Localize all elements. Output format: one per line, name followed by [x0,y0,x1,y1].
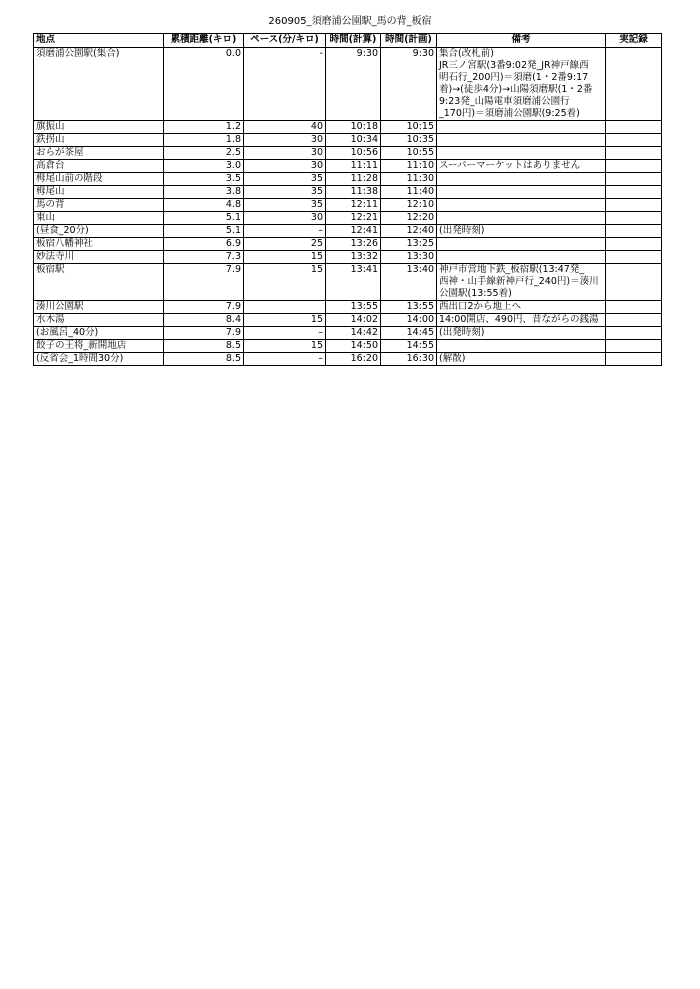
cell-note [437,238,606,251]
cell-record [606,186,662,199]
cell-time-plan: 12:10 [381,199,437,212]
cell-note [437,327,606,340]
note-line: 着)→(徒歩4分)→山陽須磨駅(1・2番 [439,84,593,95]
cell-record [606,314,662,327]
cell-time-calc: 11:11 [326,160,381,173]
note-line: 14:00開店、490円、昔ながらの銭湯 [439,314,599,325]
cell-pace: 30 [244,147,326,160]
cell-time-plan: 10:35 [381,134,437,147]
cell-pace: 35 [244,186,326,199]
cell-distance: 0.0 [164,48,244,121]
table-row [34,121,662,134]
cell-distance: 5.1 [164,212,244,225]
note-line: 西神・山手線新神戸行_240円)＝湊川 [439,276,599,287]
cell-distance: 7.9 [164,264,244,301]
cell-time-plan: 13:25 [381,238,437,251]
cell-point: (お風呂_40分) [34,327,164,340]
cell-point: 鉄拐山 [34,134,164,147]
cell-time-plan: 12:40 [381,225,437,238]
cell-pace: 35 [244,173,326,186]
cell-point: 板宿駅 [34,264,164,301]
cell-pace: - [244,48,326,121]
cell-time-plan: 11:30 [381,173,437,186]
cell-point: 餃子の王将_新開地店 [34,340,164,353]
cell-point: 旗振山 [34,121,164,134]
cell-time-calc: 11:38 [326,186,381,199]
cell-point: (反省会_1時間30分) [34,353,164,366]
cell-distance: 8.4 [164,314,244,327]
cell-note [437,121,606,134]
cell-pace: 25 [244,238,326,251]
table-row [34,327,662,340]
cell-record [606,353,662,366]
cell-pace: 40 [244,121,326,134]
table-row [34,160,662,173]
cell-note [437,134,606,147]
header-time-calc: 時間(計算) [326,34,381,48]
note-line: (出発時刻) [439,225,485,236]
cell-record [606,251,662,264]
cell-time-calc: 16:20 [326,353,381,366]
cell-distance: 4.8 [164,199,244,212]
cell-time-plan: 9:30 [381,48,437,121]
sheet-title: 260905_須磨浦公園駅_馬の背_板宿 [268,16,432,27]
cell-note [437,173,606,186]
cell-time-calc: 14:50 [326,340,381,353]
cell-record [606,340,662,353]
note-line: スーパーマーケットはありません [439,160,581,171]
cell-time-calc: 14:42 [326,327,381,340]
cell-distance: 3.8 [164,186,244,199]
table-row [34,134,662,147]
header-pace: ペース(分/キロ) [244,34,326,48]
cell-time-plan: 13:55 [381,301,437,314]
table-row [34,301,662,314]
note-line: 集合(改札前) [439,48,494,59]
cell-point: 板宿八幡神社 [34,238,164,251]
table-row [34,314,662,327]
cell-note [437,301,606,314]
cell-pace: – [244,327,326,340]
note-line: 公園駅(13:55着) [439,288,512,299]
cell-time-calc: 14:02 [326,314,381,327]
cell-record [606,121,662,134]
header-record: 実記録 [606,34,662,48]
cell-time-plan: 11:10 [381,160,437,173]
cell-time-calc: 13:32 [326,251,381,264]
cell-note [437,251,606,264]
note-line: 西出口2から地上へ [439,301,522,312]
note-line: 神戸市営地下鉄_板宿駅(13:47発_ [439,264,585,275]
cell-time-calc: 12:21 [326,212,381,225]
table-row [34,353,662,366]
cell-pace: 30 [244,134,326,147]
cell-record [606,173,662,186]
cell-record [606,147,662,160]
note-line: (解散) [439,353,466,364]
cell-time-calc: 12:41 [326,225,381,238]
cell-pace: 15 [244,314,326,327]
cell-note [437,212,606,225]
cell-point: 栂尾山前の階段 [34,173,164,186]
table-row [34,264,662,301]
cell-distance: 7.9 [164,327,244,340]
cell-record [606,225,662,238]
cell-note [437,48,606,121]
cell-distance: 1.8 [164,134,244,147]
note-line: 9:23発_山陽電車須磨浦公園行 [439,96,570,107]
header-distance: 累積距離(キロ) [164,34,244,48]
cell-note [437,186,606,199]
cell-time-calc: 10:56 [326,147,381,160]
cell-record [606,264,662,301]
cell-record [606,238,662,251]
cell-point: おらが茶屋 [34,147,164,160]
table-row [34,212,662,225]
table-row [34,48,662,121]
cell-note [437,340,606,353]
cell-time-plan: 14:00 [381,314,437,327]
cell-pace: 30 [244,160,326,173]
cell-record [606,160,662,173]
table-row [34,238,662,251]
cell-note [437,147,606,160]
cell-point: (昼食_20分) [34,225,164,238]
cell-distance: 8.5 [164,353,244,366]
cell-distance: 3.0 [164,160,244,173]
cell-time-calc: 12:11 [326,199,381,212]
cell-time-plan: 13:40 [381,264,437,301]
cell-point: 高倉台 [34,160,164,173]
cell-pace: 35 [244,199,326,212]
cell-time-plan: 14:45 [381,327,437,340]
table-body [34,48,662,366]
note-line: (出発時刻) [439,327,485,338]
cell-record [606,199,662,212]
table-row [34,186,662,199]
header-time-plan: 時間(計画) [381,34,437,48]
table-row [34,225,662,238]
table-row [34,173,662,186]
header-row [34,34,662,48]
cell-pace: – [244,353,326,366]
header-note: 備考 [437,34,606,48]
cell-time-plan: 16:30 [381,353,437,366]
cell-pace: 15 [244,251,326,264]
cell-pace: 30 [244,212,326,225]
cell-point: 栂尾山 [34,186,164,199]
cell-time-plan: 12:20 [381,212,437,225]
cell-time-calc: 10:34 [326,134,381,147]
note-line: _170円)＝須磨浦公園駅(9:25着) [439,108,580,119]
cell-note [437,353,606,366]
cell-distance: 6.9 [164,238,244,251]
cell-time-calc: 13:26 [326,238,381,251]
cell-distance: 7.9 [164,301,244,314]
cell-time-calc: 11:28 [326,173,381,186]
cell-point: 湊川公園駅 [34,301,164,314]
cell-record [606,212,662,225]
cell-pace: 15 [244,340,326,353]
cell-time-plan: 14:55 [381,340,437,353]
cell-record [606,48,662,121]
cell-point: 妙法寺川 [34,251,164,264]
cell-pace: 15 [244,264,326,301]
note-line: JR三ノ宮駅(3番9:02発_JR神戸線西 [439,60,589,71]
cell-distance: 1.2 [164,121,244,134]
cell-record [606,301,662,314]
cell-distance: 3.5 [164,173,244,186]
cell-record [606,327,662,340]
cell-note [437,199,606,212]
cell-note [437,264,606,301]
cell-distance: 8.5 [164,340,244,353]
cell-distance: 2.5 [164,147,244,160]
cell-time-calc: 13:55 [326,301,381,314]
table-row [34,147,662,160]
cell-distance: 5.1 [164,225,244,238]
cell-point: 東山 [34,212,164,225]
cell-point: 須磨浦公園駅(集合) [34,48,164,121]
table-row [34,251,662,264]
header-point: 地点 [34,34,164,48]
table-row [34,199,662,212]
table-row [34,340,662,353]
cell-pace [244,301,326,314]
cell-note [437,225,606,238]
schedule-table [33,33,662,366]
cell-time-plan: 10:55 [381,147,437,160]
cell-distance: 7.3 [164,251,244,264]
cell-pace: – [244,225,326,238]
cell-time-calc: 10:18 [326,121,381,134]
cell-point: 水木湯 [34,314,164,327]
cell-point: 馬の背 [34,199,164,212]
cell-note [437,314,606,327]
note-line: 明石行_200円)＝須磨(1・2番9:17 [439,72,589,83]
cell-time-plan: 13:30 [381,251,437,264]
cell-time-plan: 11:40 [381,186,437,199]
cell-time-calc: 13:41 [326,264,381,301]
cell-time-plan: 10:15 [381,121,437,134]
cell-note [437,160,606,173]
cell-time-calc: 9:30 [326,48,381,121]
cell-record [606,134,662,147]
